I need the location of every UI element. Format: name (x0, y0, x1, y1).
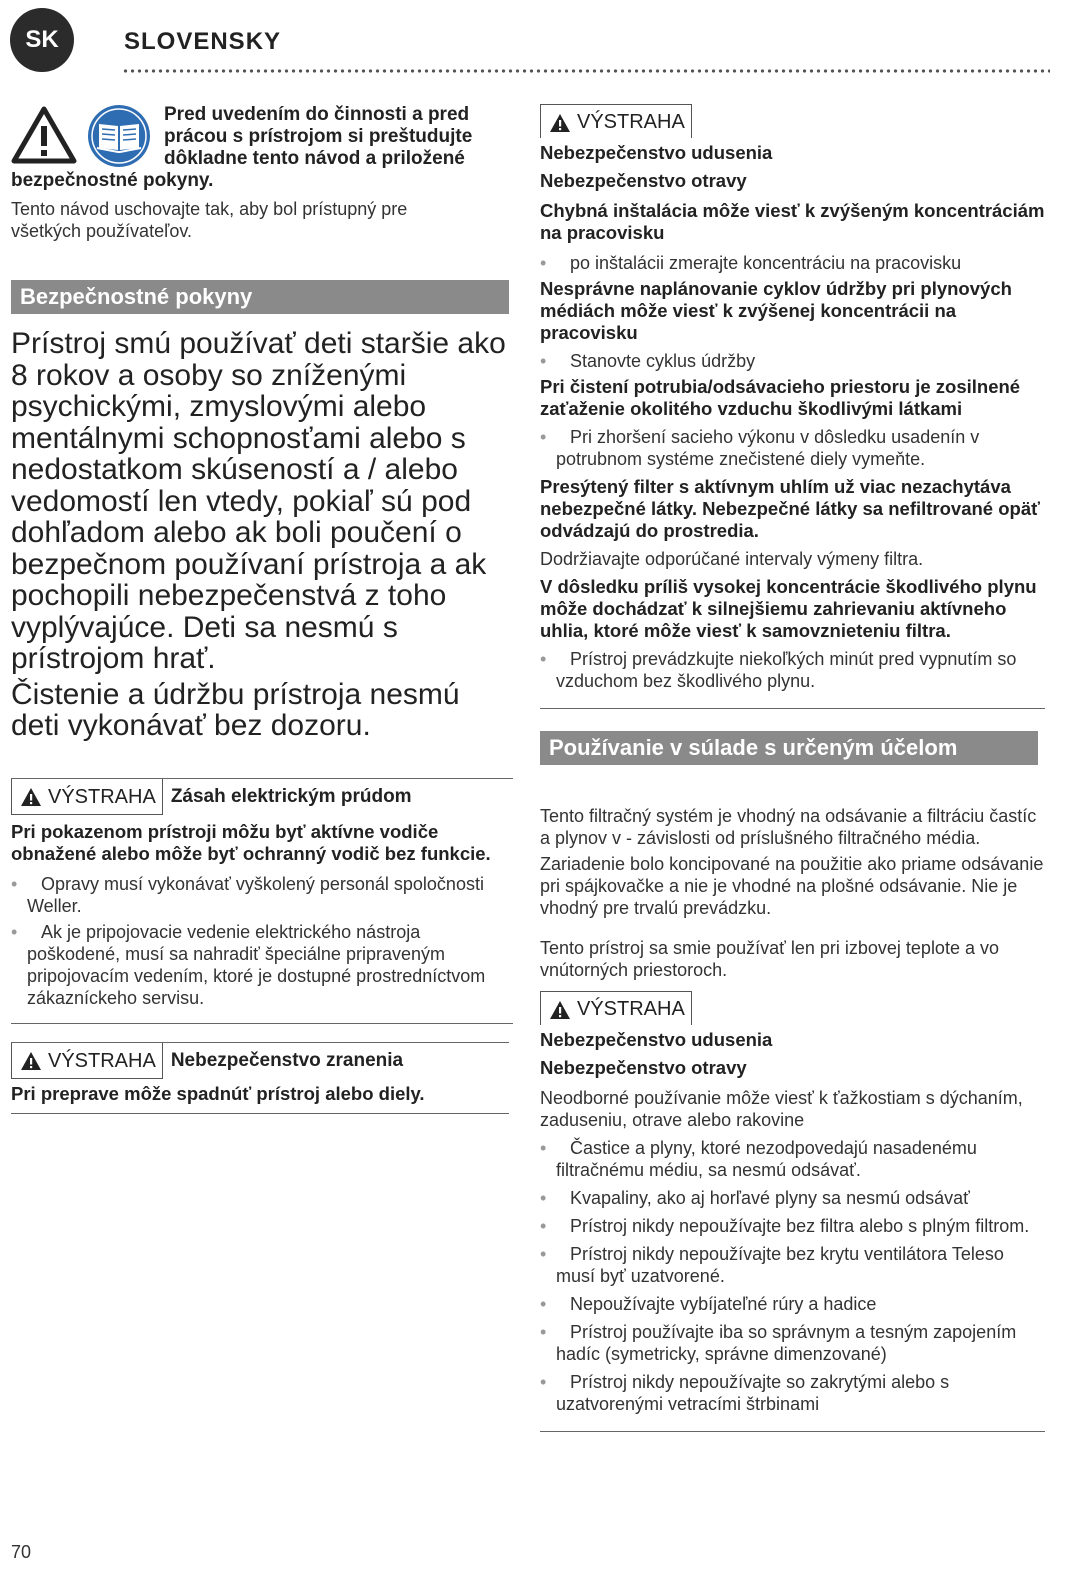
intended-use-paragraph: Tento filtračný systém je vhodný na odsávanie a filtráciu častíc a plynov v - závislosti od príslušného filtračného média. (540, 806, 1037, 848)
list-item: • Prístroj nikdy nepoužívajte so zakrytými alebo s uzatvorenými vetracími štrbinami (540, 1372, 950, 1414)
safety-heading: Bezpečnostné pokyny (11, 280, 509, 314)
list-item: • Opravy musí vykonávať vyškolený personál spoločnosti Weller. (11, 873, 484, 916)
list-item: • po inštalácii zmerajte koncentráciu na pracovisku (540, 253, 962, 273)
warning-bold-text: Pri čistení potrubia/odsávacieho priestoru je zosilnené zaťaženie okolitého vzduchu škodlivými látkami (540, 376, 1021, 419)
list-item: • Nepoužívajte vybíjateľné rúry a hadice (540, 1294, 877, 1314)
hazard-line: Nebezpečenstvo udusenia (540, 142, 773, 163)
warning-label: VÝSTRAHA (577, 111, 685, 133)
safety-paragraph-cleaning: Čistenie a údržbu prístroja nesmú deti vykonávať bez dozoru. (11, 677, 460, 742)
list-item: • Prístroj nikdy nepoužívajte bez krytu ventilátora Teleso musí byť uzatvorené. (540, 1244, 1004, 1286)
warning-bold-text: Chybná inštalácia môže viesť k zvýšeným koncentráciám na pracovisku (540, 200, 1045, 243)
plain-text: Dodržiavajte odporúčané intervaly výmeny filtra. (540, 549, 924, 569)
intro-bold-line: dôkladne tento návod a priložené (164, 148, 465, 169)
list-item: • Prístroj nikdy nepoužívajte bez filtra alebo s plným filtrom. (540, 1216, 1030, 1236)
safety-paragraph: Prístroj smú používať deti staršie ako 8 rokov a osoby so zníženými psychickými, zmyslovými alebo mentálnymi schopnosťami alebo s nedostatkom skúseností a / alebo vedomostí len vtedy, pokiaľ sú pod dohľadom alebo ak boli poučení o bezpečnom používaní prístroja a ak pochopili nebezpečenstvá z toho vyplývajúce. Deti sa nesmú s prístrojom hrať. (11, 327, 506, 675)
warning-bold-text: Nesprávne naplánovanie cyklov údržby pri plynových médiách môže viesť k zvýšenej koncentrácii na pracovisku (540, 278, 1012, 343)
list-item: • Prístroj prevádzkujte niekoľkých minút pred vypnutím so vzduchom bez škodlivého plynu. (540, 649, 1017, 691)
warning-electric-block (11, 778, 513, 1024)
list-item: • Častice a plyny, ktoré nezodpovedajú nasadenému filtračnému médiu, sa nesmú odsávať. (540, 1138, 977, 1180)
warning-title: Nebezpečenstvo zranenia (170, 1049, 404, 1071)
warning-tag (540, 104, 692, 138)
plain-text: Neodborné používanie môže viesť k ťažkostiam s dýchaním, zaduseniu, otrave alebo rakovine (540, 1088, 1023, 1130)
warning-icon (20, 1051, 42, 1071)
warning-bold-text: Presýtený filter s aktívnym uhlím už viac nezachytáva nebezpečné látky. Nebezpečné látky sa nefiltrované opäť odvádzajú do prostredia. (540, 476, 1040, 541)
warning-icon (549, 113, 571, 133)
page-number: 70 (11, 1542, 32, 1562)
warning-label: VÝSTRAHA (48, 1049, 156, 1072)
intended-use-paragraph: Tento prístroj sa smie používať len pri izbovej teplote a vo vnútorných priestoroch. (540, 938, 999, 980)
warning-bold-text: V dôsledku príliš vysokej koncentrácie škodlivého plynu môže dochádzať k silnejšiemu zahrievaniu aktívneho uhlia, ktoré môže viesť k samovznieteniu filtra. (540, 576, 1037, 641)
warning-tag (11, 1043, 163, 1079)
warning-tag (540, 991, 692, 1025)
intro-note: Tento návod uschovajte tak, aby bol prístupný pre všetkých používateľov. (11, 199, 408, 241)
right-column (540, 104, 1045, 1432)
intro-block (11, 104, 521, 194)
intro-bold-line: Pred uvedením do činnosti a pred (164, 104, 470, 125)
hazard-line: Nebezpečenstvo otravy (540, 1057, 747, 1078)
left-column (11, 104, 521, 1114)
warning-bold-text: Pri preprave môže spadnúť prístroj alebo diely. (11, 1082, 425, 1104)
warning-tag (11, 779, 163, 815)
warning-icon (20, 787, 42, 807)
list-item: • Kvapaliny, ako aj horľavé plyny sa nesmú odsávať (540, 1188, 970, 1208)
warning-icon (549, 1000, 571, 1020)
intro-bold-line: prácou s prístrojom si preštudujte (164, 126, 473, 147)
warning-label: VÝSTRAHA (577, 998, 685, 1020)
list-item: • Ak je pripojovacie vedenie elektrického nástroja poškodené, musí sa nahradiť špeciálne pripraveným pripojovacím vedením, ktoré je dostupné prostredníctvom zákazníckeho servisu. (11, 921, 486, 1008)
hazard-line: Nebezpečenstvo udusenia (540, 1029, 773, 1050)
hazard-line: Nebezpečenstvo otravy (540, 170, 747, 191)
language-badge: SK (10, 8, 74, 72)
intended-use-heading: Používanie v súlade s určeným účelom (540, 731, 1038, 765)
warning-suffocation-block (540, 104, 1045, 709)
language-title: SLOVENSKY (124, 28, 282, 55)
intro-bold-line: bezpečnostné pokyny. (11, 170, 214, 191)
warning-injury-block (11, 1042, 509, 1114)
warning-bold-text: Pri pokazenom prístroji môžu byť aktívne vodiče obnažené alebo môže byť ochranný vodič bez funkcie. (11, 820, 491, 864)
warning-title: Zásah elektrickým prúdom (170, 785, 412, 807)
list-item: • Prístroj používajte iba so správnym a tesným zapojením hadíc (symetricky, správne dimenzované) (540, 1322, 1017, 1364)
warning-suffocation-block-2 (540, 991, 1045, 1432)
list-item: • Stanovte cyklus údržby (540, 351, 756, 371)
list-item: • Pri zhoršení sacieho výkonu v dôsledku usadenín v potrubnom systéme znečistené diely vymeňte. (540, 427, 980, 469)
intended-use-paragraph: Zariadenie bolo koncipované na použitie ako priame odsávanie pri spájkovačke a nie je vhodné na plošné odsávanie. Nie je vhodný pre trvalú prevádzku. (540, 854, 1044, 918)
dotted-divider (122, 68, 1050, 74)
warning-label: VÝSTRAHA (48, 785, 156, 808)
